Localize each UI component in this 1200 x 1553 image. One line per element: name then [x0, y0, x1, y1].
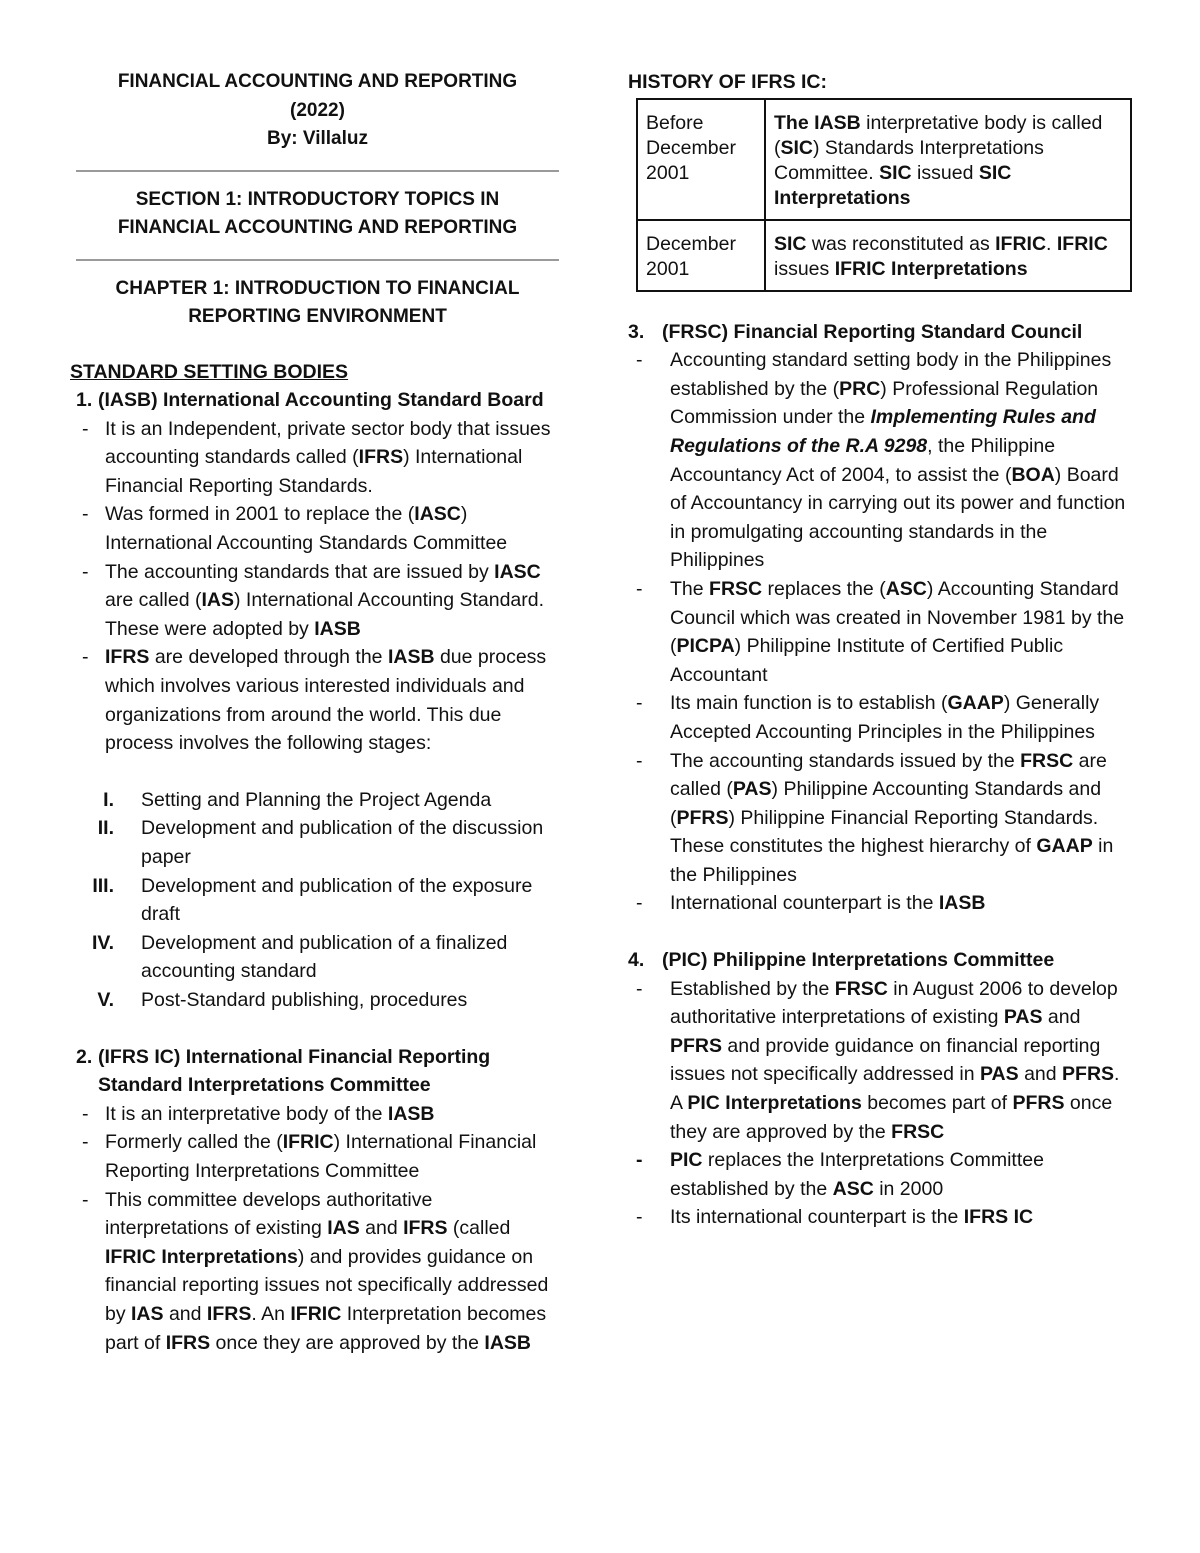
stage-item	[76, 814, 559, 871]
bullet-text: Its main function is to establish (GAAP) Generally Accepted Accounting Principles in the Philippines	[670, 692, 1100, 743]
list-item: - IFRS are developed through the IASB due process which involves various interested individuals and organizations from around the world. This due process involves the following stages:	[76, 643, 559, 757]
stage-item	[76, 786, 559, 815]
bullet-text: It is an interpretative body of the IASB	[105, 1102, 435, 1125]
ifrsic-heading	[76, 1043, 559, 1100]
heading-text: (PIC) Philippine Interpretations Committee	[662, 949, 1055, 972]
stage-text: Development and publication of a finalized accounting standard	[141, 931, 508, 983]
bullet-text: IFRS are developed through the IASB due process which involves various interested individuals and organizations from around the world. This due process involves the following stages:	[105, 646, 547, 755]
list-item: - The FRSC replaces the (ASC) Accounting Standard Council which was created in November 1981 by the (PICPA) Philippine Institute of Certified Public Accountant	[628, 575, 1134, 689]
bullet-text: Formerly called the (IFRIC) International Financial Reporting Interpretations Committee	[105, 1131, 537, 1182]
bullet-text: Its international counterpart is the IFRS IC	[670, 1206, 1034, 1229]
bullet-text: This committee develops authoritative interpretations of existing IAS and IFRS (called IFRIC Interpretations) and provides guidance on financial reporting issues not specifically addressed by IAS and IFRS. An IFRIC Interpretation becomes part of IFRS once they are approved by the IASB	[105, 1188, 549, 1354]
stage-text: Post-Standard publishing, procedures	[141, 988, 468, 1011]
list-number: 2.	[76, 1045, 93, 1068]
section-line-1: SECTION 1: INTRODUCTORY TOPICS IN	[135, 188, 500, 210]
section-title	[76, 186, 559, 243]
stage-text: Development and publication of the discussion paper	[141, 817, 544, 868]
pic-heading	[628, 946, 1134, 975]
frsc-heading	[628, 318, 1134, 347]
bullet-text: The accounting standards that are issued by IASC are called (IAS) International Accounting Standard. These were adopted by IASB	[105, 560, 545, 640]
bullet-text: Accounting standard setting body in the Philippines established by the (PRC) Professional Regulation Commission under the Implementing Rules and Regulations of the R.A 9298, the Philippine Accountancy Act of 2004, to assist the (BOA) Board of Accountancy in carrying out its power and function in promulgating accounting standards in the Philippines	[670, 349, 1126, 572]
stage-item	[76, 986, 559, 1015]
document-title	[76, 68, 559, 154]
list-item: - International counterpart is the IASB	[628, 889, 1134, 918]
stage-item	[76, 872, 559, 929]
stage-item	[76, 929, 559, 986]
history-table	[636, 98, 1132, 292]
list-item: - Accounting standard setting body in the Philippines established by the (PRC) Professional Regulation Commission under the Implementing Rules and Regulations of the R.A 9298, the Philippine Accountancy Act of 2004, to assist the (BOA) Board of Accountancy in carrying out its power and function in promulgating accounting standards in the Philippines	[628, 346, 1134, 575]
stage-number: III.	[92, 874, 114, 897]
section-line-2: FINANCIAL ACCOUNTING AND REPORTING	[117, 217, 518, 238]
bullet-text: It is an Independent, private sector body that issues accounting standards called (IFRS) International Financial Reporting Standards.	[105, 417, 551, 497]
chapter-line-1: CHAPTER 1: INTRODUCTION TO FINANCIAL	[115, 277, 520, 299]
stage-number: II.	[97, 817, 114, 840]
list-item: - Was formed in 2001 to replace the (IASC) International Accounting Standards Committee	[76, 500, 559, 557]
table-row	[637, 220, 1131, 291]
list-item: - This committee develops authoritative interpretations of existing IAS and IFRS (called IFRIC Interpretations) and provides guidance on financial reporting issues not specifically addressed by IAS and IFRS. An IFRIC Interpretation becomes part of IFRS once they are approved by the IASB	[76, 1186, 559, 1358]
chapter-title	[76, 275, 559, 332]
bullet-text: The FRSC replaces the (ASC) Accounting Standard Council which was created in November 1981 by the (PICPA) Philippine Institute of Certified Public Accountant	[670, 577, 1125, 686]
list-item: - It is an Independent, private sector body that issues accounting standards called (IFRS) International Financial Reporting Standards.	[76, 415, 559, 501]
list-item: - The accounting standards that are issued by IASC are called (IAS) International Accounting Standard. These were adopted by IASB	[76, 558, 559, 644]
divider	[76, 170, 559, 172]
stage-text: Development and publication of the exposure draft	[141, 874, 533, 926]
bullet-text: International counterpart is the IASB	[670, 892, 986, 915]
history-date: December 2001	[637, 220, 765, 291]
title-author: By: Villaluz	[266, 128, 368, 149]
left-column	[70, 68, 559, 1357]
list-item: - PIC replaces the Interpretations Committee established by the ASC in 2000	[628, 1146, 1134, 1203]
bullet-text: PIC replaces the Interpretations Committee established by the ASC in 2000	[670, 1149, 1044, 1200]
table-row	[637, 99, 1131, 220]
stage-number: V.	[97, 988, 114, 1011]
right-column	[628, 68, 1134, 1232]
list-item: - Formerly called the (IFRIC) International Financial Reporting Interpretations Committee	[76, 1128, 559, 1185]
list-item: - Its main function is to establish (GAAP) Generally Accepted Accounting Principles in the Philippines	[628, 689, 1134, 746]
history-description: SIC was reconstituted as IFRIC. IFRIC issues IFRIC Interpretations	[765, 220, 1131, 291]
list-item: - Its international counterpart is the IFRS IC	[628, 1203, 1134, 1232]
list-item: - The accounting standards issued by the FRSC are called (PAS) Philippine Accounting Standards and (PFRS) Philippine Financial Reporting Standards. These constitutes the highest hierarchy of GAAP in the Philippines	[628, 747, 1134, 890]
history-title: HISTORY OF IFRS IC:	[628, 71, 827, 93]
list-number: 3.	[628, 320, 645, 343]
history-date: Before December 2001	[637, 99, 765, 220]
history-description: The IASB interpretative body is called (SIC) Standards Interpretations Committee. SIC issued SIC Interpretations	[765, 99, 1131, 220]
bullet-text: The accounting standards issued by the FRSC are called (PAS) Philippine Accounting Standards and (PFRS) Philippine Financial Reporting Standards. These constitutes the highest hierarchy of GAAP in the Philippines	[670, 749, 1114, 886]
title-line-1: FINANCIAL ACCOUNTING AND REPORTING	[117, 71, 518, 92]
divider	[76, 259, 559, 261]
chapter-line-2: REPORTING ENVIRONMENT	[188, 306, 447, 327]
iasb-heading	[76, 386, 559, 415]
list-item: - It is an interpretative body of the IASB	[76, 1100, 559, 1129]
stage-number: IV.	[91, 931, 114, 954]
standard-setting-bodies-heading: STANDARD SETTING BODIES	[70, 360, 349, 383]
bullet-text: Was formed in 2001 to replace the (IASC) International Accounting Standards Committee	[105, 503, 508, 555]
list-item: - Established by the FRSC in August 2006 to develop authoritative interpretations of existing PAS and PFRS and provide guidance on financial reporting issues not specifically addressed in PAS and PFRS. A PIC Interpretations becomes part of PFRS once they are approved by the FRSC	[628, 975, 1134, 1147]
title-line-2: (2022)	[290, 99, 345, 121]
heading-text: (IFRS IC) International Financial Reporting Standard Interpretations Committee	[98, 1045, 491, 1097]
heading-text: (FRSC) Financial Reporting Standard Council	[662, 320, 1083, 343]
bullet-text: Established by the FRSC in August 2006 to develop authoritative interpretations of existing PAS and PFRS and provide guidance on financial reporting issues not specifically addressed in PAS and PFRS. A PIC Interpretations becomes part of PFRS once they are approved by the FRSC	[670, 977, 1120, 1143]
stage-number: I.	[103, 788, 114, 811]
list-number: 1.	[76, 389, 93, 412]
list-number: 4.	[628, 949, 645, 972]
heading-text: (IASB) International Accounting Standard Board	[98, 389, 544, 412]
stage-text: Setting and Planning the Project Agenda	[141, 788, 492, 811]
